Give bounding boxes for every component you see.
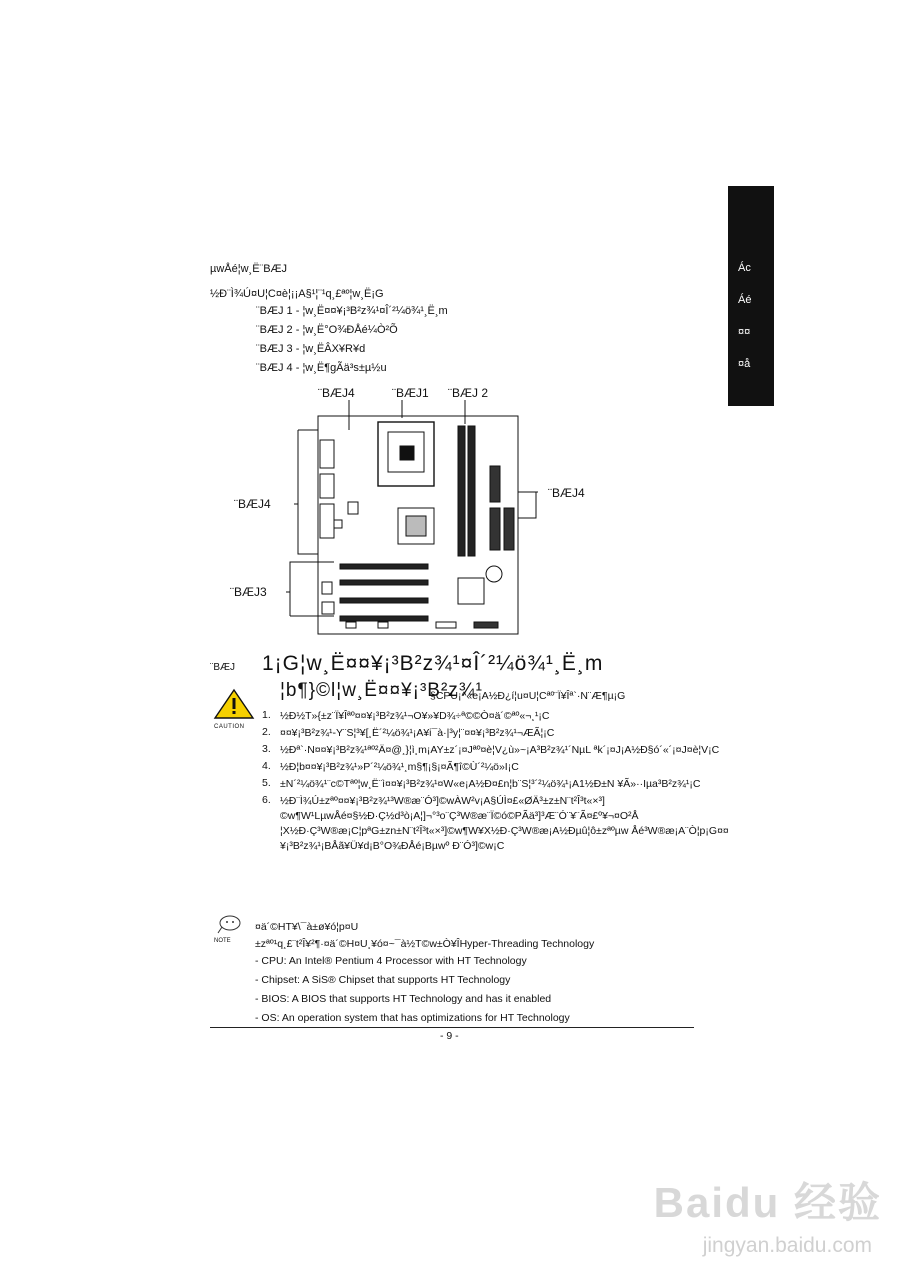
side-tab-item: Áé [738, 294, 752, 306]
diagram-label-step4-left: ¨BÆJ4 [234, 497, 271, 511]
requirement-item: - BIOS: A BIOS that supports HT Technology and has it enabled [255, 993, 552, 1005]
note-icon [214, 913, 244, 937]
page-number: - 9 - [440, 1030, 459, 1042]
caution-notes [262, 709, 734, 854]
intro-text: ½Ð¨Ì¾Ú¤U¦C¤è¦¡¡A§¹¦¨¹q¸£ªº¦w¸Ë¡G [210, 288, 384, 300]
step-item: ¨BÆJ 1 - ¦w¸Ë¤¤¥¡³B²z¾¹¤Î´²¼ö¾¹¸Ë¸m [256, 305, 448, 317]
side-tab-item: ¤å [738, 358, 751, 370]
caution-icon [212, 688, 256, 724]
diagram-label-step2: ¨BÆJ 2 [448, 386, 489, 400]
step-item: ¨BÆJ 2 - ¦w¸Ë°O¾ÐÅé¼Ò²Õ [256, 324, 398, 336]
footer-rule [210, 1027, 694, 1028]
step-item: ¨BÆJ 4 - ¦w¸Ë¶gÃä³s±µ½u [256, 362, 387, 374]
note-label: NOTE [214, 938, 231, 944]
watermark-logo: Baidu 经验 [653, 1179, 882, 1226]
ht-note-intro: ±zªº¹q¸£¨t²Î¥²¶·¤ä´©H¤U¸¥ó¤~¯à½T©w±Ò¥ÎHyper-Threading Technology [255, 938, 595, 950]
step1-heading: 1¡G¦w¸Ë¤¤¥¡³B²z¾¹¤Î´²¼ö¾¹¸Ë¸m [262, 652, 604, 675]
section-title: µwÅé¦w¸Ë¨BÆJ [210, 263, 288, 275]
note-item: 6. ½Ð¨Ì¾Ú±zªº¤¤¥¡³B²z¾¹³W®æ¨Ó³]©wÀW²v¡A§ÚÌ¤£«ØÄ³±z±N¨t²Î³t«×³] ©w¶W¹LµwÅé¤§½Ð·Ç½d³ò¡A¦]¬°³o¨Ç³W®æ¨Ï©ó©PÃä³]³Æ¨Ó¨¥¨Ã¤£º¥¬¤O²Å ¦X½Ð·Ç³W®æ¡C¦pªG±zn±N¨t²Î³t«×³]©w¶W¥X½Ð·Ç³W®æ¡A½Ðµû¦ô±zªºµw Åé³W®æ¡A¨Ò¦p¡G¤¤¥¡³B²z¾¹¡BÅã¥Ü¥d¡B°O¾ÐÅé¡Bµwº Ð¨Ó³]©w¡C [262, 794, 729, 852]
note-item: 1. ½Ð½T»{±z¨Ï¥Îªº¤¤¥¡³B²z¾¹¬O¥»¥D¾÷ª©©Ò¤ä´©ªº«¬¸¹¡C [262, 709, 550, 722]
step-tag: ¨BÆJ [210, 662, 235, 673]
note-item: 4. ½Ð¦b¤¤¥¡³B²z¾¹»P´²¼ö¾¹¸m§¶¡§¡¤Ã¶î©Ù´²¼ö»I¡C [262, 760, 519, 773]
ht-note-title: ¤ä´©HT¥\¯à±ø¥ó¦p¤U [255, 921, 359, 933]
note-item: 2. ¤¤¥¡³B²z¾¹-Y¨S¦³¥[¸Ë´²¼ö¾¹¡A¥i¯à·|³y¦¨¤¤¥¡³B²z¾¹¬ÆÃ¦¡C [262, 726, 555, 739]
side-language-tab [728, 186, 774, 406]
requirement-item: - OS: An operation system that has optimizations for HT Technology [255, 1012, 570, 1024]
diagram-label-step3: ¨BÆJ3 [230, 585, 267, 599]
diagram-label-step4-right: ¨BÆJ4 [548, 486, 585, 500]
caution-label: CAUTION [214, 724, 245, 730]
side-tab-item: Ác [738, 262, 751, 274]
diagram-label-step4-top: ¨BÆJ4 [318, 386, 355, 400]
side-tab-item: ¤¤ [738, 326, 751, 338]
note-item: 3. ½Ðª`·N¤¤¥¡³B²z¾¹ªº²Ä¤@¸}¦ì¸m¡AY±z´¡¤Jªº¤è¦V¿ù»~¡A³B²z¾¹´NµL ªk´¡¤J¡A½Ð§ó´«´¡¤J¤è¦V¡C [262, 743, 720, 756]
watermark-url: jingyan.baidu.com [702, 1234, 872, 1257]
note-item: 5. ±N´²¼ö¾¹¨c©Tªº¦w¸Ë¨ì¤¤¥¡³B²z¾¹¤W«e¡A½Ð¤£n¦b¨S¦³´²¼ö¾¹¡A1½Ð±N ¥Ã»··Iµa³B²z¾¹¡C [262, 777, 701, 790]
requirement-item: - Chipset: A SiS® Chipset that supports HT Technology [255, 974, 511, 986]
diagram-label-step1: ¨BÆJ1 [392, 386, 429, 400]
step1-subheading: ¦b¶}©l¦w¸Ë¤¤¥¡³B²z¾¹ [280, 680, 483, 701]
requirement-item: - CPU: An Intel® Pentium 4 Processor with HT Technology [255, 955, 527, 967]
step1-subheading-tail: §CPU¡^«e¡A½Ð¿í¦u¤U¦Cªº¨Ï¥Îª`·N¨Æ¶µ¡G [430, 690, 626, 702]
step-item: ¨BÆJ 3 - ¦w¸ËÂX¥R¥d [256, 343, 366, 355]
steps-list [256, 304, 448, 375]
ht-requirements [255, 954, 570, 1026]
motherboard-diagram [222, 396, 562, 641]
